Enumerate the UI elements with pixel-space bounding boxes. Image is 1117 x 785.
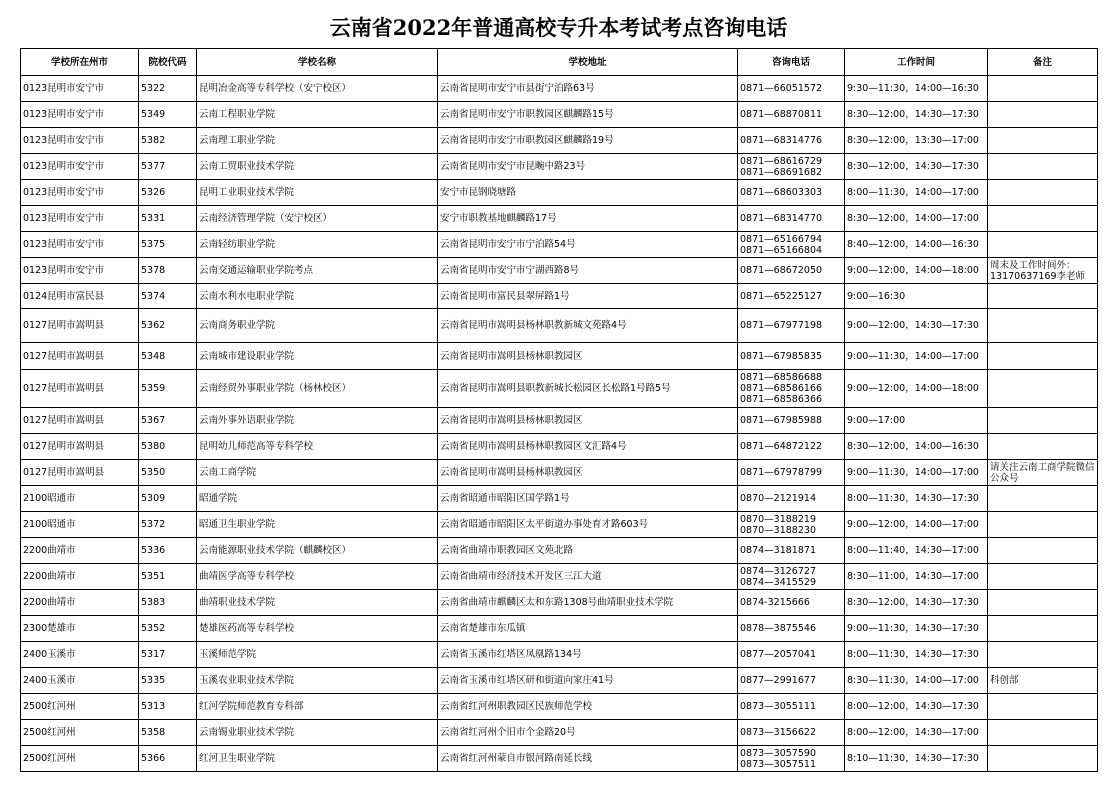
cell-name: 曲靖职业技术学院 xyxy=(197,590,438,616)
phone-number: 0871—65166804 xyxy=(740,244,823,256)
phone-number: 0871—68870811 xyxy=(740,109,823,120)
cell-phone xyxy=(738,616,845,642)
cell-phone xyxy=(738,590,845,616)
cell-code: 5382 xyxy=(139,128,197,154)
cell-name: 云南工商学院 xyxy=(197,460,438,486)
table-row xyxy=(21,668,1098,694)
cell-note xyxy=(988,76,1098,102)
table-row xyxy=(21,284,1098,309)
cell-phone xyxy=(738,284,845,309)
table-row xyxy=(21,206,1098,232)
contact-table xyxy=(20,48,1098,772)
phone-number: 0871—68586688 xyxy=(740,372,823,383)
cell-hours: 8:30—12:00，14:30—17:30 xyxy=(845,590,988,616)
cell-hours: 8:30—11:30，14:00—17:00 xyxy=(845,668,988,694)
header-name: 学校名称 xyxy=(197,49,438,76)
cell-hours: 8:00—12:00，14:30—17:30 xyxy=(845,694,988,720)
phone-number: 0871—68691682 xyxy=(740,166,823,178)
table-row xyxy=(21,128,1098,154)
phone-number: 0873—3057590 xyxy=(740,747,816,759)
cell-hours: 8:30—12:00，14:00—17:00 xyxy=(845,206,988,232)
cell-address: 云南省玉溪市红塔区研和街道向家庄41号 xyxy=(438,668,738,694)
cell-name: 云南城市建设职业学院 xyxy=(197,343,438,370)
cell-phone xyxy=(738,668,845,694)
cell-city: 0127昆明市嵩明县 xyxy=(21,408,139,434)
cell-code: 5349 xyxy=(139,102,197,128)
cell-name: 红河学院师范教育专科部 xyxy=(197,694,438,720)
cell-hours: 9:30—11:30，14:00—16:30 xyxy=(845,76,988,102)
cell-phone xyxy=(738,408,845,434)
cell-hours: 8:30—11:00，14:30—17:00 xyxy=(845,564,988,590)
table-row xyxy=(21,460,1098,486)
cell-hours: 8:00—11:30，14:00—17:00 xyxy=(845,180,988,206)
cell-code: 5358 xyxy=(139,720,197,746)
cell-address: 云南省昆明市嵩明县杨林职教园区 xyxy=(438,343,738,370)
phone-number: 0871—68586166 xyxy=(740,383,823,394)
phone-number: 0871—68616729 xyxy=(740,155,823,167)
cell-hours: 9:00—12:00，14:00—17:00 xyxy=(845,512,988,538)
cell-city: 0124昆明市富民县 xyxy=(21,284,139,309)
cell-name: 红河卫生职业学院 xyxy=(197,746,438,772)
cell-name: 玉溪师范学院 xyxy=(197,642,438,668)
cell-name: 楚雄医药高等专科学校 xyxy=(197,616,438,642)
table-row xyxy=(21,642,1098,668)
cell-note: 周末及工作时间外：13170637169李老师 xyxy=(988,258,1098,284)
cell-address: 安宁市职教基地麒麟路17号 xyxy=(438,206,738,232)
phone-number: 0871—67978799 xyxy=(740,467,823,478)
cell-hours: 9:00—12:00，14:00—18:00 xyxy=(845,258,988,284)
cell-code: 5350 xyxy=(139,460,197,486)
cell-note: 科创部 xyxy=(988,668,1098,694)
cell-code: 5335 xyxy=(139,668,197,694)
cell-note xyxy=(988,434,1098,460)
table-row xyxy=(21,258,1098,284)
phone-number: 0874—3415529 xyxy=(740,576,816,588)
phone-number: 0871—65225127 xyxy=(740,290,823,302)
table-row xyxy=(21,408,1098,434)
cell-phone xyxy=(738,720,845,746)
cell-note xyxy=(988,370,1098,408)
phone-number: 0870—3188230 xyxy=(740,524,816,536)
table-row xyxy=(21,616,1098,642)
table-row xyxy=(21,512,1098,538)
cell-note xyxy=(988,486,1098,512)
cell-phone xyxy=(738,206,845,232)
cell-note xyxy=(988,284,1098,309)
table-row xyxy=(21,720,1098,746)
cell-city: 0127昆明市嵩明县 xyxy=(21,309,139,343)
cell-name: 云南水利水电职业学院 xyxy=(197,284,438,309)
table-row xyxy=(21,180,1098,206)
table-row xyxy=(21,154,1098,180)
cell-phone xyxy=(738,76,845,102)
cell-hours: 8:00—11:30，14:30—17:30 xyxy=(845,486,988,512)
cell-hours: 8:10—11:30，14:30—17:30 xyxy=(845,746,988,772)
phone-number: 0873—3156622 xyxy=(740,727,816,738)
cell-name: 云南商务职业学院 xyxy=(197,309,438,343)
cell-code: 5380 xyxy=(139,434,197,460)
header-hours: 工作时间 xyxy=(845,49,988,76)
cell-address: 云南省昆明市富民县翠屏路1号 xyxy=(438,284,738,309)
cell-city: 2400玉溪市 xyxy=(21,668,139,694)
cell-hours: 8:30—12:00，14:00—16:30 xyxy=(845,434,988,460)
cell-hours: 9:00—11:30，14:00—17:00 xyxy=(845,460,988,486)
cell-city: 0127昆明市嵩明县 xyxy=(21,460,139,486)
cell-address: 云南省昭通市昭阳区太平街道办事处育才路603号 xyxy=(438,512,738,538)
phone-number: 0874-3215666 xyxy=(740,597,810,608)
phone-number: 0873—3057511 xyxy=(740,758,816,770)
cell-code: 5366 xyxy=(139,746,197,772)
cell-city: 0123昆明市安宁市 xyxy=(21,180,139,206)
table-row xyxy=(21,486,1098,512)
cell-code: 5377 xyxy=(139,154,197,180)
phone-number: 0871—68603303 xyxy=(740,187,823,198)
cell-name: 云南工程职业学院 xyxy=(197,102,438,128)
cell-phone xyxy=(738,460,845,486)
cell-code: 5326 xyxy=(139,180,197,206)
cell-address: 云南省昆明市嵩明县职教新城长松园区长松路1号路5号 xyxy=(438,370,738,408)
cell-hours: 8:40—12:00，14:00—16:30 xyxy=(845,232,988,258)
cell-hours: 8:00—11:40，14:30—17:00 xyxy=(845,538,988,564)
cell-hours: 9:00—12:00，14:30—17:30 xyxy=(845,309,988,343)
cell-city: 2200曲靖市 xyxy=(21,590,139,616)
cell-note xyxy=(988,206,1098,232)
phone-number: 0877—2057041 xyxy=(740,649,816,660)
cell-name: 昆明幼儿师范高等专科学校 xyxy=(197,434,438,460)
cell-code: 5374 xyxy=(139,284,197,309)
cell-city: 2500红河州 xyxy=(21,720,139,746)
cell-name: 曲靖医学高等专科学校 xyxy=(197,564,438,590)
cell-city: 2200曲靖市 xyxy=(21,564,139,590)
cell-hours: 8:00—11:30，14:30—17:30 xyxy=(845,642,988,668)
cell-address: 云南省昆明市嵩明县杨林职教园区 xyxy=(438,408,738,434)
cell-phone xyxy=(738,434,845,460)
cell-name: 昆明冶金高等专科学校（安宁校区） xyxy=(197,76,438,102)
cell-city: 2400玉溪市 xyxy=(21,642,139,668)
cell-name: 昭通学院 xyxy=(197,486,438,512)
cell-address: 云南省曲靖市职教园区文苑北路 xyxy=(438,538,738,564)
cell-hours: 8:00—12:00，14:30—17:00 xyxy=(845,720,988,746)
phone-number: 0871—68314776 xyxy=(740,135,823,146)
cell-phone xyxy=(738,343,845,370)
cell-address: 云南省昆明市安宁市职教园区麒麟路19号 xyxy=(438,128,738,154)
cell-phone xyxy=(738,258,845,284)
cell-hours: 8:30—12:00，14:30—17:30 xyxy=(845,154,988,180)
cell-code: 5367 xyxy=(139,408,197,434)
cell-hours: 9:00—16:30 xyxy=(845,284,988,309)
cell-address: 云南省昭通市昭阳区国学路1号 xyxy=(438,486,738,512)
cell-address: 云南省红河州蒙自市银河路南延长线 xyxy=(438,746,738,772)
cell-note xyxy=(988,343,1098,370)
cell-note xyxy=(988,408,1098,434)
table-row xyxy=(21,538,1098,564)
cell-city: 0127昆明市嵩明县 xyxy=(21,343,139,370)
cell-name: 云南工贸职业技术学院 xyxy=(197,154,438,180)
cell-city: 0123昆明市安宁市 xyxy=(21,206,139,232)
cell-address: 云南省曲靖市麒麟区太和东路1308号曲靖职业技术学院 xyxy=(438,590,738,616)
cell-code: 5313 xyxy=(139,694,197,720)
cell-address: 云南省昆明市安宁市宁湖西路8号 xyxy=(438,258,738,284)
cell-code: 5309 xyxy=(139,486,197,512)
phone-number: 0871—67985988 xyxy=(740,415,823,426)
cell-note xyxy=(988,746,1098,772)
cell-code: 5331 xyxy=(139,206,197,232)
cell-note xyxy=(988,180,1098,206)
cell-name: 云南经济管理学院（安宁校区） xyxy=(197,206,438,232)
cell-phone xyxy=(738,512,845,538)
table-row xyxy=(21,370,1098,408)
cell-code: 5383 xyxy=(139,590,197,616)
cell-address: 云南省曲靖市经济技术开发区三江大道 xyxy=(438,564,738,590)
table-body xyxy=(21,76,1098,772)
table-row xyxy=(21,694,1098,720)
cell-address: 云南省昆明市安宁市职教园区麒麟路15号 xyxy=(438,102,738,128)
cell-phone xyxy=(738,694,845,720)
cell-city: 0127昆明市嵩明县 xyxy=(21,434,139,460)
cell-city: 0123昆明市安宁市 xyxy=(21,102,139,128)
cell-phone xyxy=(738,232,845,258)
cell-phone xyxy=(738,746,845,772)
phone-number: 0871—68314770 xyxy=(740,213,823,224)
phone-number: 0878—3875546 xyxy=(740,623,816,634)
cell-hours: 8:30—12:00，13:30—17:00 xyxy=(845,128,988,154)
table-row xyxy=(21,102,1098,128)
cell-city: 2300楚雄市 xyxy=(21,616,139,642)
cell-city: 2500红河州 xyxy=(21,694,139,720)
cell-city: 2100昭通市 xyxy=(21,486,139,512)
cell-address: 云南省玉溪市红塔区凤凰路134号 xyxy=(438,642,738,668)
cell-phone xyxy=(738,180,845,206)
cell-address: 云南省昆明市嵩明县杨林职教园区文汇路4号 xyxy=(438,434,738,460)
cell-address: 云南省昆明市嵩明县杨林职教园区 xyxy=(438,460,738,486)
cell-city: 0123昆明市安宁市 xyxy=(21,128,139,154)
cell-city: 2200曲靖市 xyxy=(21,538,139,564)
header-city: 学校所在州市 xyxy=(21,49,139,76)
phone-number: 0874—3126727 xyxy=(740,565,816,577)
cell-code: 5359 xyxy=(139,370,197,408)
table-row xyxy=(21,309,1098,343)
table-row xyxy=(21,590,1098,616)
table-row xyxy=(21,343,1098,370)
phone-number: 0871—68586366 xyxy=(740,394,823,405)
cell-name: 云南经贸外事职业学院（杨林校区） xyxy=(197,370,438,408)
cell-hours: 9:00—11:30，14:30—17:30 xyxy=(845,616,988,642)
cell-address: 云南省昆明市安宁市县街宁泊路63号 xyxy=(438,76,738,102)
cell-code: 5378 xyxy=(139,258,197,284)
cell-code: 5372 xyxy=(139,512,197,538)
phone-number: 0871—67977198 xyxy=(740,320,823,331)
cell-note xyxy=(988,694,1098,720)
header-note: 备注 xyxy=(988,49,1098,76)
cell-name: 云南锡业职业技术学院 xyxy=(197,720,438,746)
header-address: 学校地址 xyxy=(438,49,738,76)
cell-phone xyxy=(738,128,845,154)
cell-code: 5362 xyxy=(139,309,197,343)
phone-number: 0870—3188219 xyxy=(740,513,816,525)
cell-city: 0123昆明市安宁市 xyxy=(21,258,139,284)
cell-address: 云南省红河州个旧市个金路20号 xyxy=(438,720,738,746)
cell-name: 云南交通运输职业学院考点 xyxy=(197,258,438,284)
phone-number: 0874—3181871 xyxy=(740,545,816,556)
cell-note xyxy=(988,512,1098,538)
cell-name: 云南能源职业技术学院（麒麟校区） xyxy=(197,538,438,564)
cell-code: 5322 xyxy=(139,76,197,102)
cell-note xyxy=(988,642,1098,668)
table-row xyxy=(21,746,1098,772)
phone-number: 0871—65166794 xyxy=(740,233,823,245)
cell-city: 0123昆明市安宁市 xyxy=(21,232,139,258)
cell-address: 云南省红河州职教园区民族师范学校 xyxy=(438,694,738,720)
cell-note xyxy=(988,128,1098,154)
cell-note xyxy=(988,154,1098,180)
cell-hours: 9:00—12:00，14:00—18:00 xyxy=(845,370,988,408)
cell-city: 0123昆明市安宁市 xyxy=(21,154,139,180)
phone-number: 0871—66051572 xyxy=(740,83,823,94)
cell-hours: 8:30—12:00，14:30—17:30 xyxy=(845,102,988,128)
cell-code: 5317 xyxy=(139,642,197,668)
cell-city: 2100昭通市 xyxy=(21,512,139,538)
cell-note xyxy=(988,102,1098,128)
phone-number: 0871—68672050 xyxy=(740,265,823,276)
table-header-row xyxy=(21,49,1098,76)
cell-phone xyxy=(738,154,845,180)
table-row xyxy=(21,564,1098,590)
table-row xyxy=(21,434,1098,460)
header-phone: 咨询电话 xyxy=(738,49,845,76)
page-title: 云南省2022年普通高校专升本考试考点咨询电话 xyxy=(329,15,788,40)
cell-note xyxy=(988,232,1098,258)
cell-name: 昭通卫生职业学院 xyxy=(197,512,438,538)
cell-address: 云南省楚雄市东瓜镇 xyxy=(438,616,738,642)
cell-phone xyxy=(738,538,845,564)
cell-note xyxy=(988,720,1098,746)
cell-name: 云南外事外语职业学院 xyxy=(197,408,438,434)
cell-code: 5352 xyxy=(139,616,197,642)
cell-code: 5351 xyxy=(139,564,197,590)
table-row xyxy=(21,232,1098,258)
cell-address: 云南省昆明市嵩明县杨林职教新城文苑路4号 xyxy=(438,309,738,343)
cell-city: 0123昆明市安宁市 xyxy=(21,76,139,102)
cell-city: 0127昆明市嵩明县 xyxy=(21,370,139,408)
cell-phone xyxy=(738,486,845,512)
phone-number: 0877—2991677 xyxy=(740,675,816,686)
cell-note xyxy=(988,616,1098,642)
cell-phone xyxy=(738,370,845,408)
cell-name: 昆明工业职业技术学院 xyxy=(197,180,438,206)
header-code: 院校代码 xyxy=(139,49,197,76)
cell-address: 安宁市昆钢晓塘路 xyxy=(438,180,738,206)
phone-number: 0871—67985835 xyxy=(740,350,823,362)
cell-address: 云南省昆明市安宁市宁泊路54号 xyxy=(438,232,738,258)
cell-name: 玉溪农业职业技术学院 xyxy=(197,668,438,694)
table-row xyxy=(21,76,1098,102)
cell-code: 5375 xyxy=(139,232,197,258)
cell-note xyxy=(988,538,1098,564)
cell-note: 请关注云南工商学院微信公众号 xyxy=(988,460,1098,486)
cell-note xyxy=(988,564,1098,590)
phone-number: 0870—2121914 xyxy=(740,493,816,504)
phone-number: 0873—3055111 xyxy=(740,701,816,712)
phone-number: 0871—64872122 xyxy=(740,441,823,452)
cell-code: 5336 xyxy=(139,538,197,564)
cell-phone xyxy=(738,564,845,590)
cell-city: 2500红河州 xyxy=(21,746,139,772)
cell-phone xyxy=(738,309,845,343)
cell-hours: 9:00—11:30，14:00—17:00 xyxy=(845,343,988,370)
cell-name: 云南轻纺职业学院 xyxy=(197,232,438,258)
cell-phone xyxy=(738,642,845,668)
cell-note xyxy=(988,309,1098,343)
cell-phone xyxy=(738,102,845,128)
cell-address: 云南省昆明市安宁市昆畹中路23号 xyxy=(438,154,738,180)
cell-code: 5348 xyxy=(139,343,197,370)
cell-note xyxy=(988,590,1098,616)
cell-hours: 9:00—17:00 xyxy=(845,408,988,434)
cell-name: 云南理工职业学院 xyxy=(197,128,438,154)
